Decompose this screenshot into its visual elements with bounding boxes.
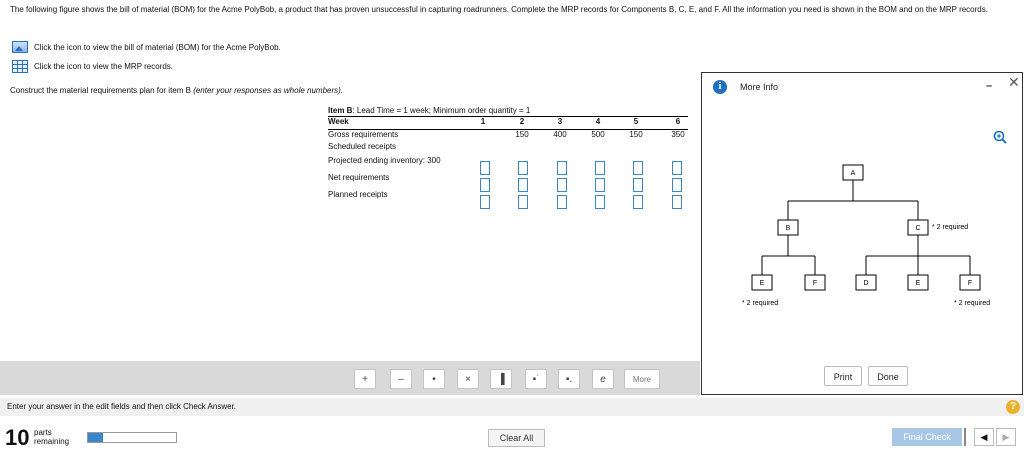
bom-note-e: * 2 required <box>742 300 779 307</box>
mrp-link-row[interactable] <box>12 60 173 73</box>
parts-count: 10 <box>5 425 30 450</box>
prev-button[interactable]: ◀ <box>974 428 994 446</box>
item-info: : Lead Time = 1 week; Minimum order quantity = 1 <box>352 106 531 115</box>
week-label: Week <box>328 117 349 126</box>
net-input-6[interactable] <box>672 178 682 192</box>
bom-node-e1: E <box>759 280 765 287</box>
bom-node-e2: E <box>915 280 921 287</box>
gross-3: 400 <box>553 130 567 139</box>
answer-prompt: Enter your answer in the edit fields and then click Check Answer. <box>7 402 237 411</box>
nav-divider <box>964 428 966 446</box>
bom-note-f: * 2 required <box>954 300 991 307</box>
dialog-title: More Info <box>740 82 779 92</box>
superscript-button[interactable]: ▪˙ <box>525 369 547 389</box>
planned-input-3[interactable] <box>557 195 567 209</box>
projected-input-6[interactable] <box>672 161 682 175</box>
gross-row <box>328 130 688 142</box>
question-intro: The following figure shows the bill of material (BOM) for the Acme PolyBob, a product that has proven unsuccessful in capturing roadrunners. Complete the MRP records for Components B, C, E, and F. All the information you need is shown in the BOM and on the MRP records. <box>10 5 988 14</box>
more-button[interactable]: More <box>624 369 660 389</box>
parts-label-1: parts <box>34 428 52 437</box>
minimize-icon[interactable]: – <box>986 80 993 92</box>
week-3: 3 <box>557 117 563 126</box>
parts-label <box>34 428 69 446</box>
fraction-button[interactable]: ▐ <box>490 369 512 389</box>
planned-input-5[interactable] <box>633 195 643 209</box>
gross-5: 150 <box>629 130 643 139</box>
info-icon: i <box>713 80 727 94</box>
scheduled-label: Scheduled receipts <box>328 142 397 151</box>
bom-link-text[interactable]: Click the icon to view the bill of material (BOM) for the Acme PolyBob. <box>34 42 281 52</box>
help-icon[interactable]: ? <box>1006 400 1020 414</box>
bom-note-c: * 2 required <box>932 224 969 231</box>
construct-main: Construct the material requirements plan for item B <box>10 86 194 95</box>
gross-4: 500 <box>591 130 605 139</box>
image-icon[interactable] <box>12 41 28 53</box>
planned-input-4[interactable] <box>595 195 605 209</box>
net-input-5[interactable] <box>633 178 643 192</box>
parts-label-2: remaining <box>34 437 70 446</box>
progress-bar <box>87 432 177 443</box>
planned-input-6[interactable] <box>672 195 682 209</box>
bom-node-f1: F <box>812 280 818 287</box>
bom-node-f2: F <box>967 280 973 287</box>
euler-button[interactable]: e <box>592 369 614 389</box>
minus-button[interactable]: – <box>390 369 412 389</box>
item-label: Item B <box>328 106 353 115</box>
projected-input-4[interactable] <box>595 161 605 175</box>
week-2: 2 <box>519 117 525 126</box>
net-input-3[interactable] <box>557 178 567 192</box>
clear-all-button[interactable]: Clear All <box>488 429 545 447</box>
times-button[interactable]: × <box>457 369 479 389</box>
construct-hint: (enter your responses as whole numbers). <box>193 86 344 95</box>
net-label: Net requirements <box>328 173 390 182</box>
week-4: 4 <box>595 117 601 126</box>
plus-button[interactable]: + <box>354 369 376 389</box>
week-row <box>328 116 688 130</box>
bom-diagram <box>720 128 1000 356</box>
net-input-1[interactable] <box>480 178 490 192</box>
projected-input-2[interactable] <box>518 161 528 175</box>
scheduled-row <box>328 142 688 156</box>
bom-node-b: B <box>785 225 791 232</box>
next-button[interactable]: ▶ <box>996 428 1016 446</box>
projected-input-3[interactable] <box>557 161 567 175</box>
subscript-button[interactable]: ▪. <box>558 369 580 389</box>
net-input-2[interactable] <box>518 178 528 192</box>
done-button[interactable]: Done <box>868 366 908 386</box>
planned-input-2[interactable] <box>518 195 528 209</box>
bom-node-c: C <box>915 225 921 232</box>
construct-instruction <box>10 86 343 95</box>
table-icon[interactable] <box>12 60 28 73</box>
projected-input-1[interactable] <box>480 161 490 175</box>
final-check-button[interactable]: Final Check <box>892 428 962 446</box>
print-button[interactable]: Print <box>824 366 862 386</box>
item-header <box>328 106 688 116</box>
bom-node-d: D <box>863 280 869 287</box>
progress-fill <box>88 433 103 442</box>
planned-label: Planned receipts <box>328 190 388 199</box>
week-5: 5 <box>633 117 639 126</box>
planned-input-1[interactable] <box>480 195 490 209</box>
gross-2: 150 <box>515 130 529 139</box>
week-1: 1 <box>480 117 486 126</box>
week-6: 6 <box>675 117 681 126</box>
mrp-link-text[interactable]: Click the icon to view the MRP records. <box>34 62 174 71</box>
close-icon[interactable]: ✕ <box>1008 74 1020 90</box>
gross-6: 350 <box>671 130 685 139</box>
gross-label: Gross requirements <box>328 130 399 139</box>
dot-button[interactable]: • <box>423 369 445 389</box>
bom-node-a: A <box>850 170 856 177</box>
projected-label: Projected ending inventory: 300 <box>328 156 441 165</box>
net-input-4[interactable] <box>595 178 605 192</box>
projected-input-5[interactable] <box>633 161 643 175</box>
bom-link-row[interactable] <box>12 41 281 53</box>
